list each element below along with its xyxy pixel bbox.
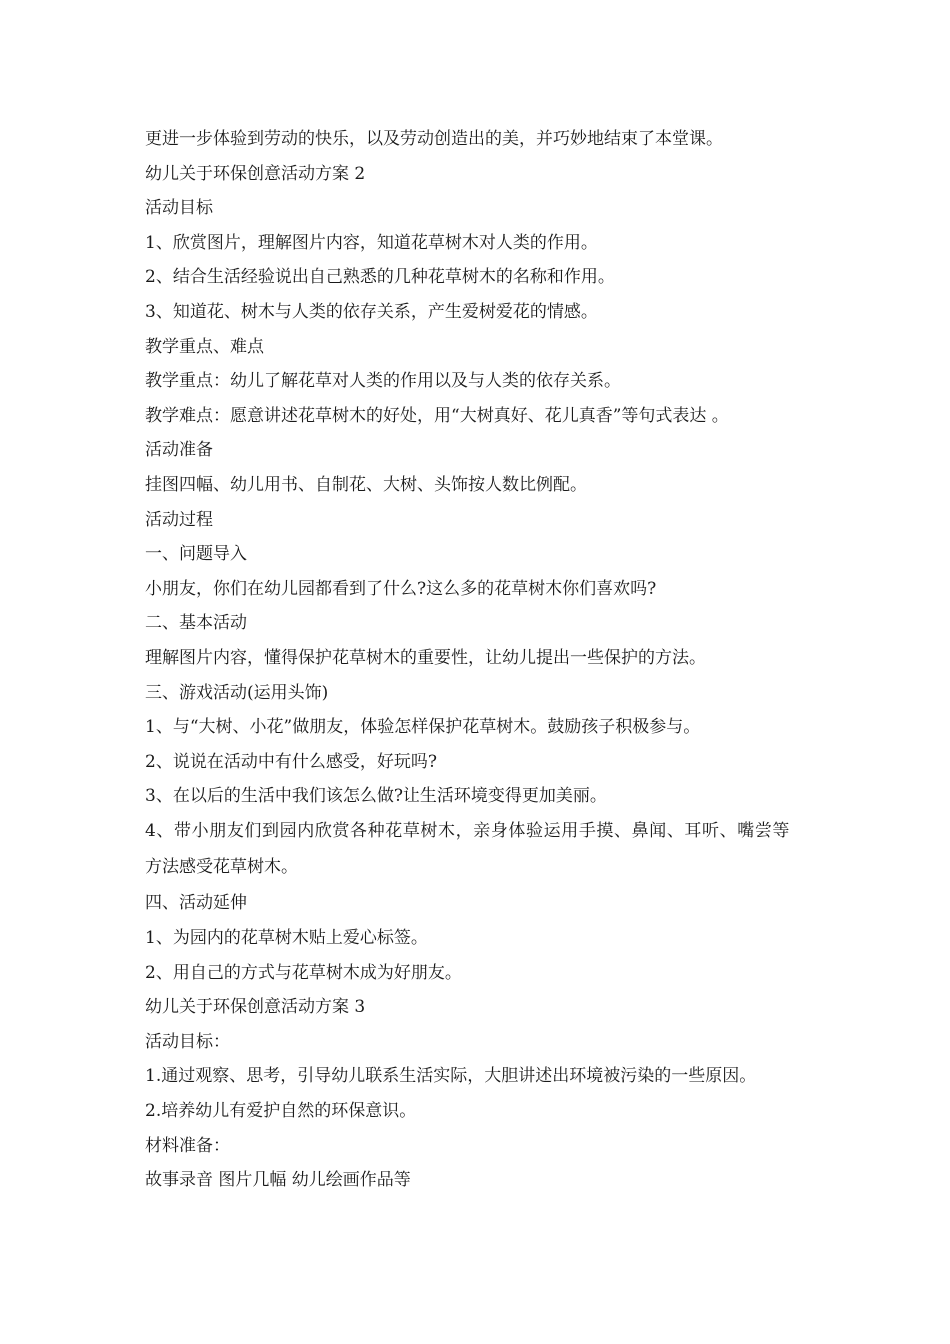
paragraph-line: 故事录音 图片几幅 幼儿绘画作品等 (145, 1170, 411, 1191)
paragraph-line: 2、用自己的方式与花草树木成为好朋友。 (145, 962, 462, 983)
paragraph-line: 理解图片内容，懂得保护花草树木的重要性，让幼儿提出一些保护的方法。 (145, 647, 706, 668)
subheading: 四、活动延伸 (145, 893, 247, 914)
paragraph-line: 1、欣赏图片，理解图片内容，知道花草树木对人类的作用。 (145, 232, 598, 253)
paragraph-line: 小朋友，你们在幼儿园都看到了什么?这么多的花草树木你们喜欢吗? (145, 578, 657, 599)
paragraph-line: 2.培养幼儿有爱护自然的环保意识。 (145, 1101, 417, 1122)
paragraph-line: 方法感受花草树木。 (145, 857, 298, 878)
paragraph-line: 1.通过观察、思考，引导幼儿联系生活实际，大胆讲述出环境被污染的一些原因。 (145, 1066, 757, 1087)
paragraph-line: 2、结合生活经验说出自己熟悉的几种花草树木的名称和作用。 (145, 267, 615, 288)
section-heading: 幼儿关于环保创意活动方案 3 (145, 997, 366, 1018)
document-body (145, 122, 813, 1198)
paragraph-line: 1、与“大树、小花”做朋友，体验怎样保护花草树木。鼓励孩子积极参与。 (145, 717, 701, 738)
paragraph-line: 4、带小朋友们到园内欣赏各种花草树木，亲身体验运用手摸、鼻闻、耳听、嘴尝等 (145, 820, 791, 841)
subheading: 活动准备 (145, 440, 213, 461)
subheading: 活动目标 (145, 198, 213, 219)
paragraph-line: 更进一步体验到劳动的快乐，以及劳动创造出的美，并巧妙地结束了本堂课。 (145, 129, 723, 149)
subheading: 活动过程 (145, 509, 213, 530)
section-heading: 幼儿关于环保创意活动方案 2 (145, 163, 366, 184)
subheading: 材料准备： (145, 1135, 230, 1156)
paragraph-line: 2、说说在活动中有什么感受，好玩吗? (145, 751, 437, 772)
paragraph-line: 3、在以后的生活中我们该怎么做?让生活环境变得更加美丽。 (145, 786, 607, 807)
subheading: 三、游戏活动(运用头饰) (145, 682, 329, 703)
paragraph-line: 教学重点：幼儿了解花草对人类的作用以及与人类的依存关系。 (145, 371, 621, 392)
paragraph-line: 挂图四幅、幼儿用书、自制花、大树、头饰按人数比例配。 (145, 474, 587, 495)
subheading: 活动目标： (145, 1031, 230, 1052)
paragraph-line: 教学难点：愿意讲述花草树木的好处，用“大树真好、花儿真香”等句式表达 。 (145, 405, 729, 426)
subheading: 二、基本活动 (145, 613, 247, 634)
paragraph-line: 3、知道花、树木与人类的依存关系，产生爱树爱花的情感。 (145, 301, 598, 322)
paragraph-line: 1、为园内的花草树木贴上爱心标签。 (145, 928, 428, 949)
subheading: 一、问题导入 (145, 544, 247, 565)
subheading: 教学重点、难点 (145, 336, 264, 357)
